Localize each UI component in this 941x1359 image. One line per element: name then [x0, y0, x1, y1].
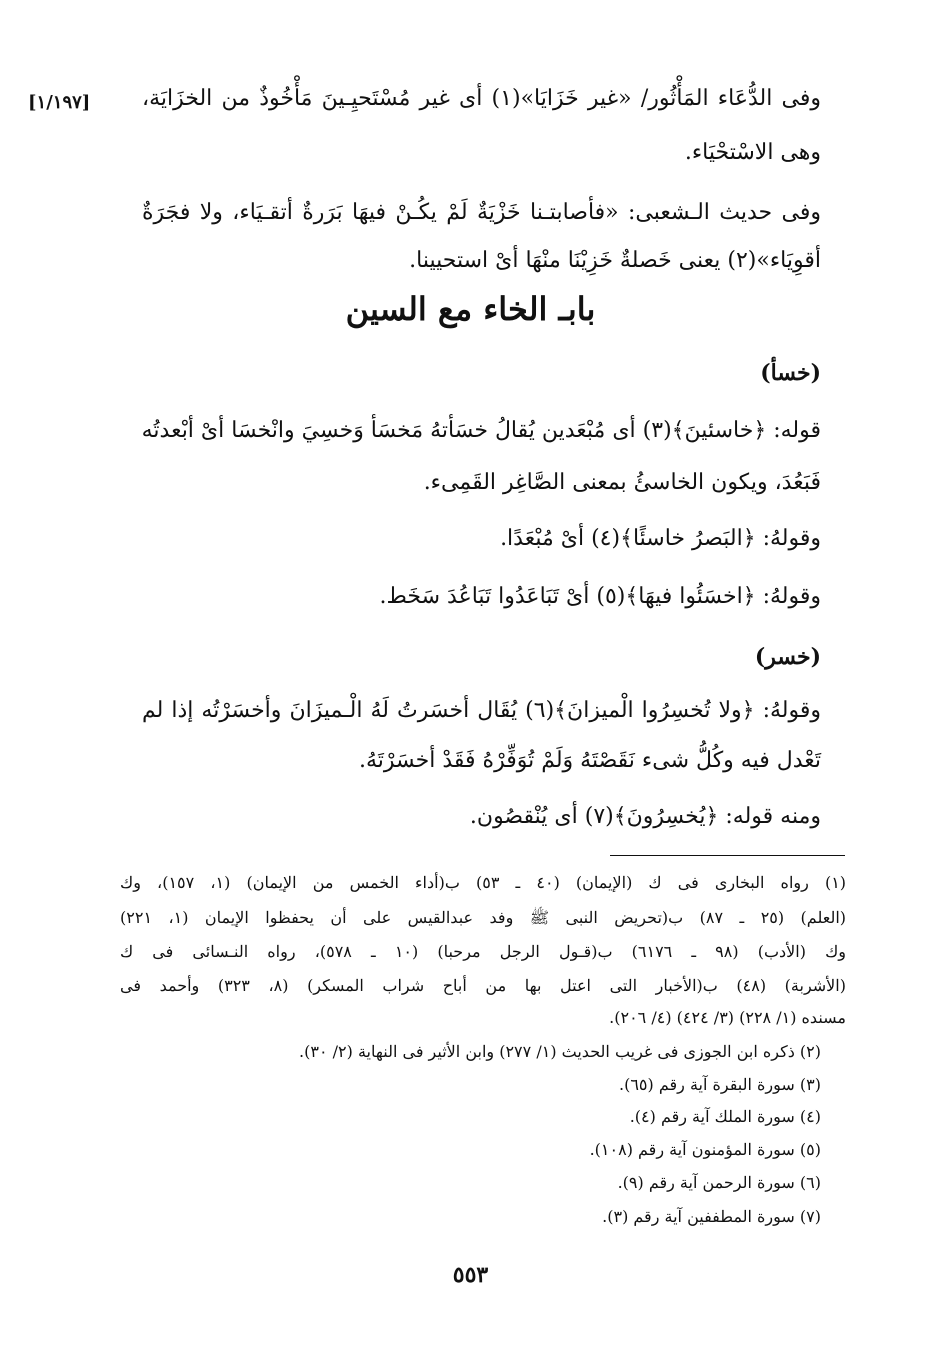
- footnote-line: (١) رواه البخارى فى ك (الإيمان) (٤٠ ـ ٥٣) ب(أداء الخمس من الإيمان) (١، ١٥٧)، وك: [120, 873, 847, 892]
- footnote-line: (٥) سورة المؤمنون آية رقم (١٠٨).: [589, 1140, 821, 1159]
- footnote-line: (٣) سورة البقرة آية رقم (٦٥).: [618, 1075, 821, 1094]
- entry-line: ومنه قوله: ﴿يُخسِرُونَ﴾(٧) أى يُنْقصُون.: [469, 804, 821, 829]
- entry-line: وقولهُ: ﴿البَصرُ خاسئًا﴾(٤) أىْ مُبْعَدًا.: [500, 526, 821, 551]
- entry-line: تَعْدل فيه وكُلُّ شىء نَقَصْتَهُ وَلَمْ تُوَفِّرْهُ فَقَدْ أخسَرْتَهُ.: [358, 748, 821, 773]
- paragraph-line: وفى الدُّعَاء المَأْثُور/ «غير خَزَايَا»(١) أى غير مُسْتَحيِـينَ مَأْخُوذٌ من الخزَايَة،: [142, 86, 821, 111]
- entry-heading: (خسر): [754, 644, 821, 670]
- section-title: بابـ الخاء مع السين: [345, 290, 596, 328]
- footnote-divider: [610, 855, 845, 856]
- entry-heading: (خسأ): [760, 360, 821, 386]
- footnote-line: (٤) سورة الملك آية رقم (٤).: [629, 1107, 821, 1126]
- footnote-line: (٦) سورة الرحمن آية رقم (٩).: [617, 1173, 821, 1192]
- footnote-line: وك (الأدب) (٩٨ ـ ٦١٧٦) ب(قـول الرجل مرحبا) (١٠ ـ ٥٧٨)، رواه النـسائى فى ك: [120, 942, 846, 961]
- entry-line: قوله: ﴿خاسئينَ﴾(٣) أى مُبْعَدين يُقالُ خسَأتهُ مَخسَأ وَخسِيَ وانْخسَا أىْ أبْعدتُه: [141, 418, 821, 443]
- entry-line: وقولهُ: ﴿اخسَئُوا فيهَا﴾(٥) أىْ تَبَاعَدُوا تَبَاعُدَ سَخَط.: [379, 584, 821, 609]
- page-number: ٥٥٣: [452, 1262, 489, 1288]
- footnote-line: مسنده (١/ ٢٢٨) (٣/ ٤٢٤) (٤/ ٢٠٦).: [609, 1008, 846, 1027]
- entry-line: وقولهُ: ﴿ولا تُخسِرُوا الْميزانَ﴾(٦) يُقَال أخسَرتُ لَهُ الْـميزَانَ وأخسَرْتُه إذا لم: [142, 698, 821, 723]
- footnote-line: (٧) سورة المطففين آية رقم (٣).: [602, 1207, 821, 1226]
- page-reference-mark: [١/١٩٧]: [28, 92, 91, 113]
- paragraph-line: أقوِيَاء»(٢) يعنى خَصلةٌ خَزِيْنَا منْهَا أىْ استحيينا.: [409, 248, 821, 273]
- paragraph-line: وهى الاسْتحْيَاء.: [684, 140, 821, 165]
- footnote-line: (العلم) (٢٥ ـ ٨٧) ب(تحريض النبى ﷺ وفد عبدالقيس على أن يحفظوا الإيمان (١، ٢٢١): [120, 908, 847, 927]
- entry-line: فَبَعُدَ، ويكون الخاسئُ بمعنى الصَّاغِر القَمِىء.: [423, 470, 821, 495]
- footnote-line: (الأشربة) (٤٨) ب(الأخبار التى اعتل بها من أباح شراب المسكر) (٨، ٣٢٣) وأحمد فى: [120, 976, 846, 995]
- footnote-line: (٢) ذكره ابن الجوزى فى غريب الحديث (١/ ٢٧٧) وابن الأثير فى النهاية (٢/ ٣٠).: [299, 1042, 821, 1061]
- paragraph-line: وفى حديث الـشعبى: «فأصابتـنا خَزْيَةٌ لَمْ يكُـنْ فيهَا بَرَرةٌ أتقـيَاء، ولا فجَرَةٌ: [142, 200, 821, 225]
